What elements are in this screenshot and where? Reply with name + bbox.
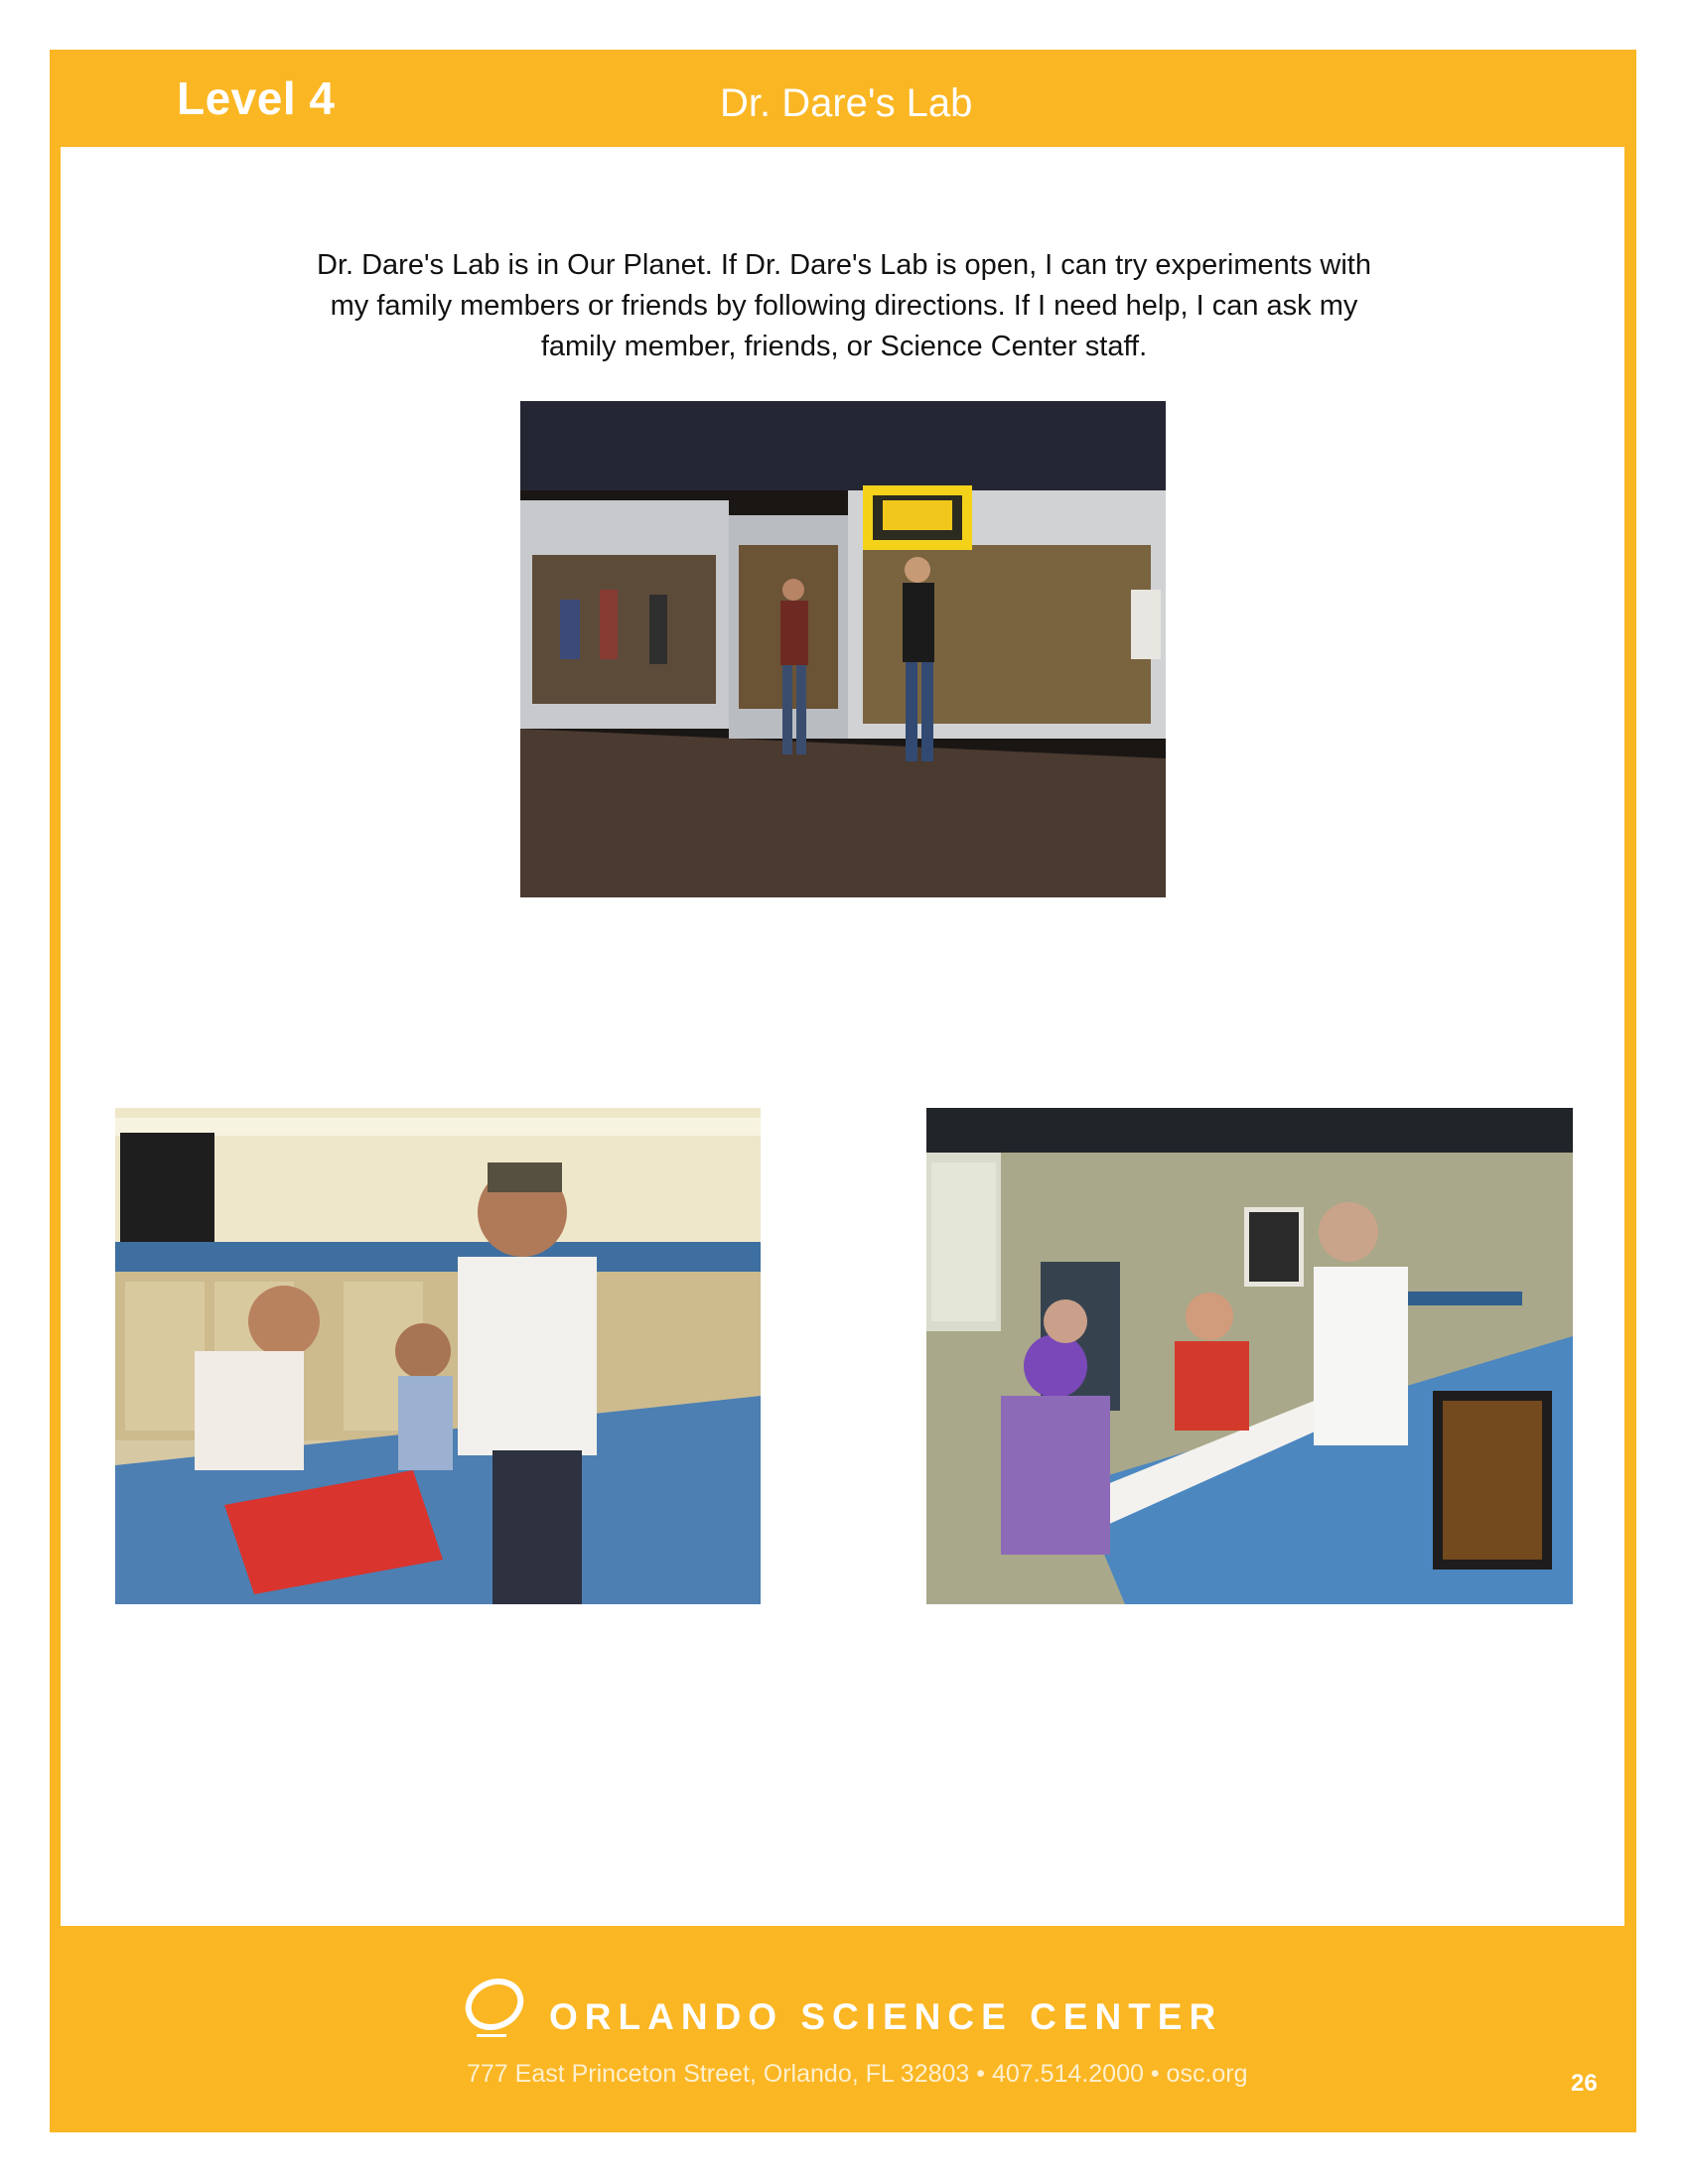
organization-address: 777 East Princeton Street, Orlando, FL 32803 • 407.514.2000 • osc.org bbox=[467, 2060, 1248, 2088]
page-title: Dr. Dare's Lab bbox=[720, 81, 973, 125]
intro-paragraph: Dr. Dare's Lab is in Our Planet. If Dr. Dare's Lab is open, I can try experiments with my family members or friends by following directions. If I need help, I can ask my family member, friends, or Science Center staff. bbox=[317, 249, 1371, 362]
photo-lab-entrance bbox=[520, 401, 1166, 897]
page-number: 26 bbox=[1571, 2070, 1598, 2097]
photo-family-experiment bbox=[115, 1108, 761, 1604]
organization-name: ORLANDO SCIENCE CENTER bbox=[549, 1996, 1223, 2037]
photo-staff-demonstration bbox=[926, 1108, 1573, 1604]
level-heading: Level 4 bbox=[177, 72, 336, 124]
orlando-science-center-logo bbox=[457, 1971, 526, 2050]
